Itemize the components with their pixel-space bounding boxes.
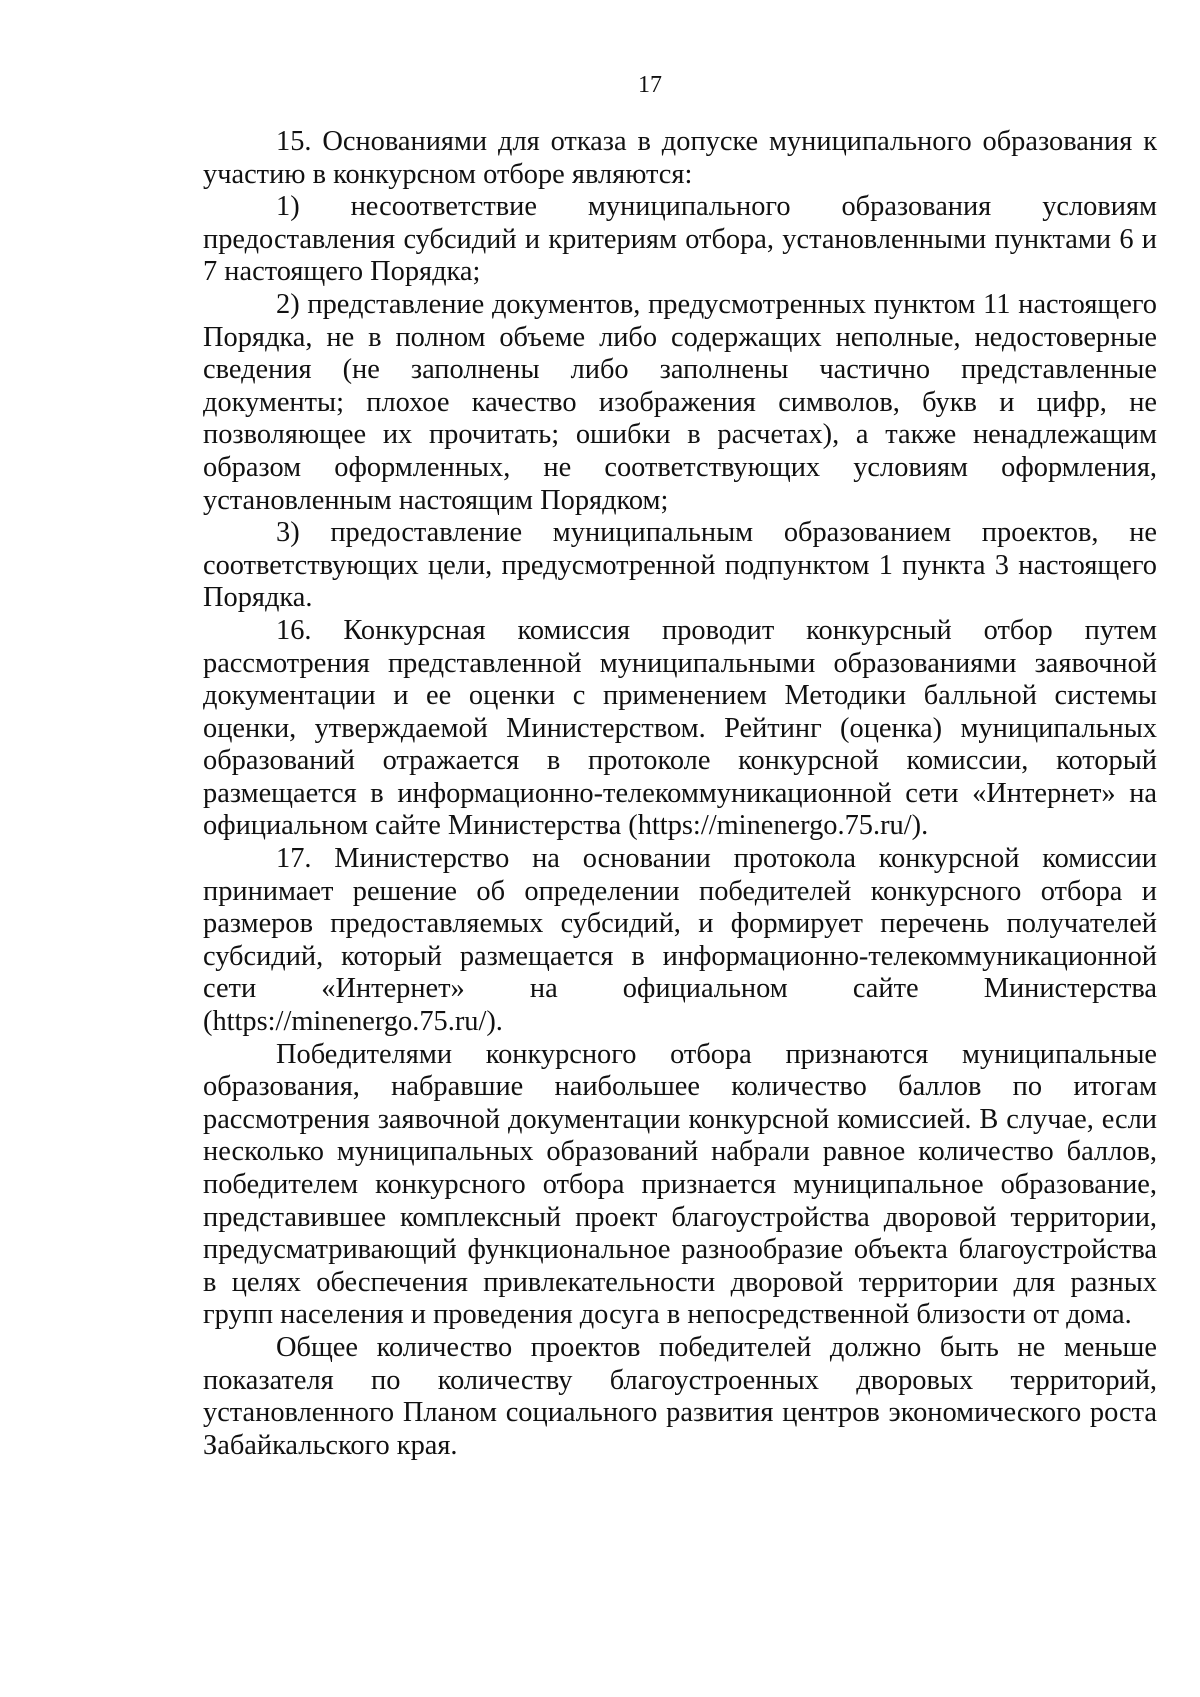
paragraph-15: 15. Основаниями для отказа в допуске муниципального образования к участию в конкурсном отборе являются: (203, 126, 1157, 190)
paragraph-17: 17. Министерство на основании протокола конкурсной комиссии принимает решение об определении победителей конкурсного отбора и размеров предоставляемых субсидий, и формирует перечень получателей субсидий, который размещается в информационно-телекоммуникационной сети «Интернет» на официальном сайте Министерства (https://minenergo.75.ru/). (203, 843, 1157, 1038)
page-number: 17 (638, 72, 662, 98)
paragraph-15-item-2: 2) представление документов, предусмотренных пунктом 11 настоящего Порядка, не в полном объеме либо содержащих неполные, недостоверные сведения (не заполнены либо заполнены частично представленные документы; плохое качество изображения символов, букв и цифр, не позволяющее их прочитать; ошибки в расчетах), а также ненадлежащим образом оформленных, не соответствующих условиям оформления, установленным настоящим Порядком; (203, 288, 1157, 516)
paragraph-15-item-1: 1) несоответствие муниципального образования условиям предоставления субсидий и критериям отбора, установленными пунктами 6 и 7 настоящего Порядка; (203, 191, 1157, 288)
paragraph-16: 16. Конкурсная комиссия проводит конкурсный отбор путем рассмотрения представленной муниципальными образованиями заявочной документации и ее оценки с применением Методики балльной системы оценки, утверждаемой Министерством. Рейтинг (оценка) муниципальных образований отражается в протоколе конкурсной комиссии, который размещается в информационно-телекоммуникационной сети «Интернет» на официальном сайте Министерства (https://minenergo.75.ru/). (203, 614, 1157, 842)
paragraph-total-projects: Общее количество проектов победителей должно быть не меньше показателя по количеству благоустроенных дворовых территорий, установленного Планом социального развития центров экономического роста Забайкальского края. (203, 1331, 1157, 1461)
paragraph-15-item-3: 3) предоставление муниципальным образованием проектов, не соответствующих цели, предусмотренной подпунктом 1 пункта 3 настоящего Порядка. (203, 517, 1157, 614)
document-body (203, 126, 1157, 1462)
paragraph-winners: Победителями конкурсного отбора признаются муниципальные образования, набравшие наибольшее количество баллов по итогам рассмотрения заявочной документации конкурсной комиссией. В случае, если несколько муниципальных образований набрали равное количество баллов, победителем конкурсного отбора признается муниципальное образование, представившее комплексный проект благоустройства дворовой территории, предусматривающий функциональное разнообразие объекта благоустройства в целях обеспечения привлекательности дворовой территории для разных групп населения и проведения досуга в непосредственной близости от дома. (203, 1038, 1157, 1331)
